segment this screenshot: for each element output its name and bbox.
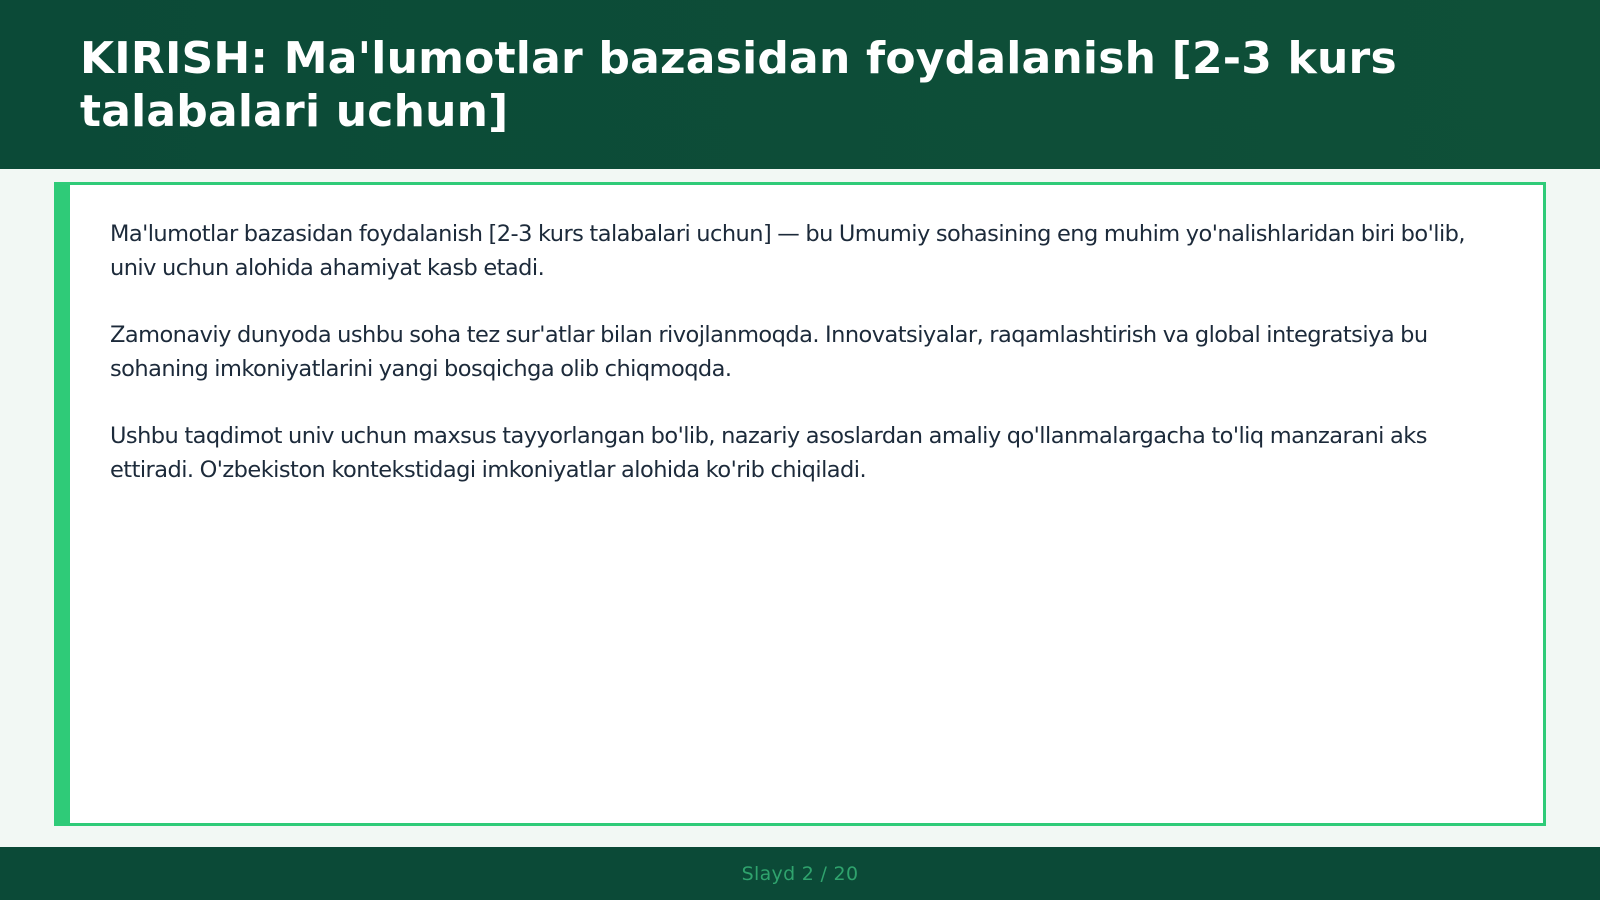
presentation-scope-paragraph: Ushbu taqdimot univ uchun maxsus tayyorlangan bo'lib, nazariy asoslardan amaliy qo'llanmalargacha to'liq manzarani aks ettiradi. O'zbekiston kontekstidagi imkoniyatlar alohida ko'rib chiqiladi. [110, 423, 1427, 483]
modern-world-paragraph: Zamonaviy dunyoda ushbu soha tez sur'atlar bilan rivojlanmoqda. Innovatsiyalar, raqamlashtirish va global integratsiya bu sohaning imkoniyatlarini yangi bosqichga olib chiqmoqda. [110, 322, 1428, 382]
slide-footer [0, 847, 1600, 900]
slide-header [0, 0, 1600, 169]
slide-counter: Slayd 2 / 20 [741, 862, 859, 885]
content-card [54, 182, 1546, 826]
slide-title: KIRISH: Ma'lumotlar bazasidan foydalanish [2-3 kurs talabalari uchun] [80, 33, 1397, 137]
intro-paragraph: Ma'lumotlar bazasidan foydalanish [2-3 kurs talabalari uchun] — bu Umumiy sohasining eng muhim yo'nalishlaridan biri bo'lib, univ uchun alohida ahamiyat kasb etadi. [110, 221, 1466, 281]
